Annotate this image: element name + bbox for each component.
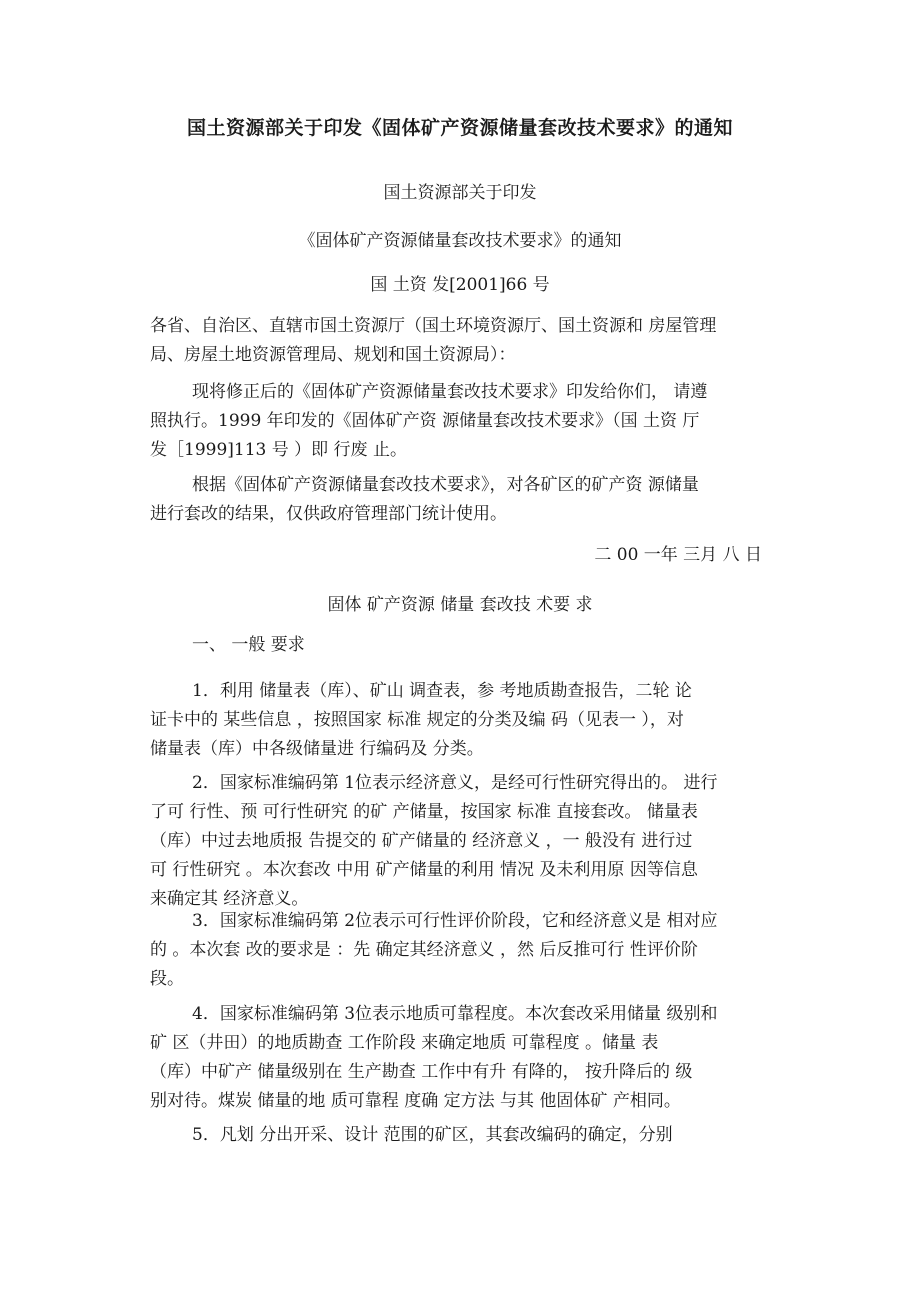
paragraph-notice [150, 378, 775, 465]
text-line: 发［1999]113 号 ）即 行废 止。 [150, 440, 407, 460]
section-heading-1 [150, 631, 775, 660]
text-line: 3．国家标准编码第 2位表示可行性评价阶段，它和经济意义是 相对应 [192, 911, 718, 931]
text-line: 根据《固体矿产资源储量套改技术要求》，对各矿区的矿产资 源储量 [192, 475, 699, 495]
heading-text: 一、 一般 要求 [192, 635, 305, 655]
document-title: 国土资源部关于印发《固体矿产资源储量套改技术要求》的通知 [186, 117, 733, 139]
text-line: 来确定其 经济意义。 [150, 889, 309, 909]
text-line: 储量表（库）中各级储量进 行编码及 分类。 [150, 739, 484, 759]
item-2 [150, 769, 775, 914]
text-line: （库）中矿产 储量级别在 生产勘查 工作中有升 有降的， 按升降后的 级 [150, 1062, 693, 1082]
text-line: 段。 [150, 969, 184, 989]
item-1 [150, 677, 775, 764]
text-line: 5．凡划 分出开采、设计 范围的矿区，其套改编码的确定，分别 [192, 1125, 673, 1145]
section-subtitle: 固体 矿产资源 储量 套改技 术要 求 [327, 595, 593, 615]
text-line: 证卡中的 某些信息 ，按照国家 标准 规定的分类及编 码（见表一 ），对 [150, 710, 684, 730]
text-line: 照执行。1999 年印发的《固体矿产资 源储量套改技术要求》（国 土资 厅 [150, 411, 700, 431]
item-5 [150, 1121, 775, 1150]
text-line: 矿 区（井田）的地质勘查 工作阶段 来确定地质 可靠程度 。储量 表 [150, 1033, 659, 1053]
item-3 [150, 907, 775, 994]
text-line: 可 行性研究 。本次套改 中用 矿产储量的利用 情况 及未利用原 因等信息 [150, 860, 698, 880]
text-line: 2．国家标准编码第 1位表示经济意义，是经可行性研究得出的。 进行 [192, 773, 718, 793]
text-line: 各省、自治区、直辖市国土资源厅（国土环境资源厅、国土资源和 房屋管理 [150, 316, 717, 336]
document-date: 二 00 一年 三月 八 日 [594, 545, 762, 565]
addressee-paragraph [150, 312, 775, 370]
header-line-1: 国土资源部关于印发 [383, 183, 537, 203]
text-line: （库）中过去地质报 告提交的 矿产储量的 经济意义 ，一 般没有 进行过 [150, 831, 693, 851]
document-number: 国 土资 发[2001]66 号 [370, 275, 550, 295]
text-line: 1．利用 储量表（库）、矿山 调查表，参 考地质勘查报告，二轮 论 [192, 681, 692, 701]
text-line: 别对待。煤炭 储量的地 质可靠程 度确 定方法 与其 他固体矿 产相同。 [150, 1091, 681, 1111]
paragraph-basis [150, 471, 775, 529]
text-line: 的 。本次套 改的要求是 ：先 确定其经济意义 ，然 后反推可行 性评价阶 [150, 940, 698, 960]
text-line: 局、房屋土地资源管理局、规划和国土资源局）： [150, 345, 516, 365]
text-line: 了可 行性、预 可行性研究 的矿 产储量，按国家 标准 直接套改。 储量表 [150, 802, 698, 822]
text-line: 进行套改的结果，仅供政府管理部门统计使用。 [150, 504, 507, 524]
item-4 [150, 1000, 775, 1116]
text-line: 现将修正后的《固体矿产资源储量套改技术要求》印发给你们， 请遵 [192, 382, 708, 402]
text-line: 4．国家标准编码第 3位表示地质可靠程度。本次套改采用储量 级别和 [192, 1004, 718, 1024]
header-line-2: 《固体矿产资源储量套改技术要求》的通知 [298, 231, 622, 251]
